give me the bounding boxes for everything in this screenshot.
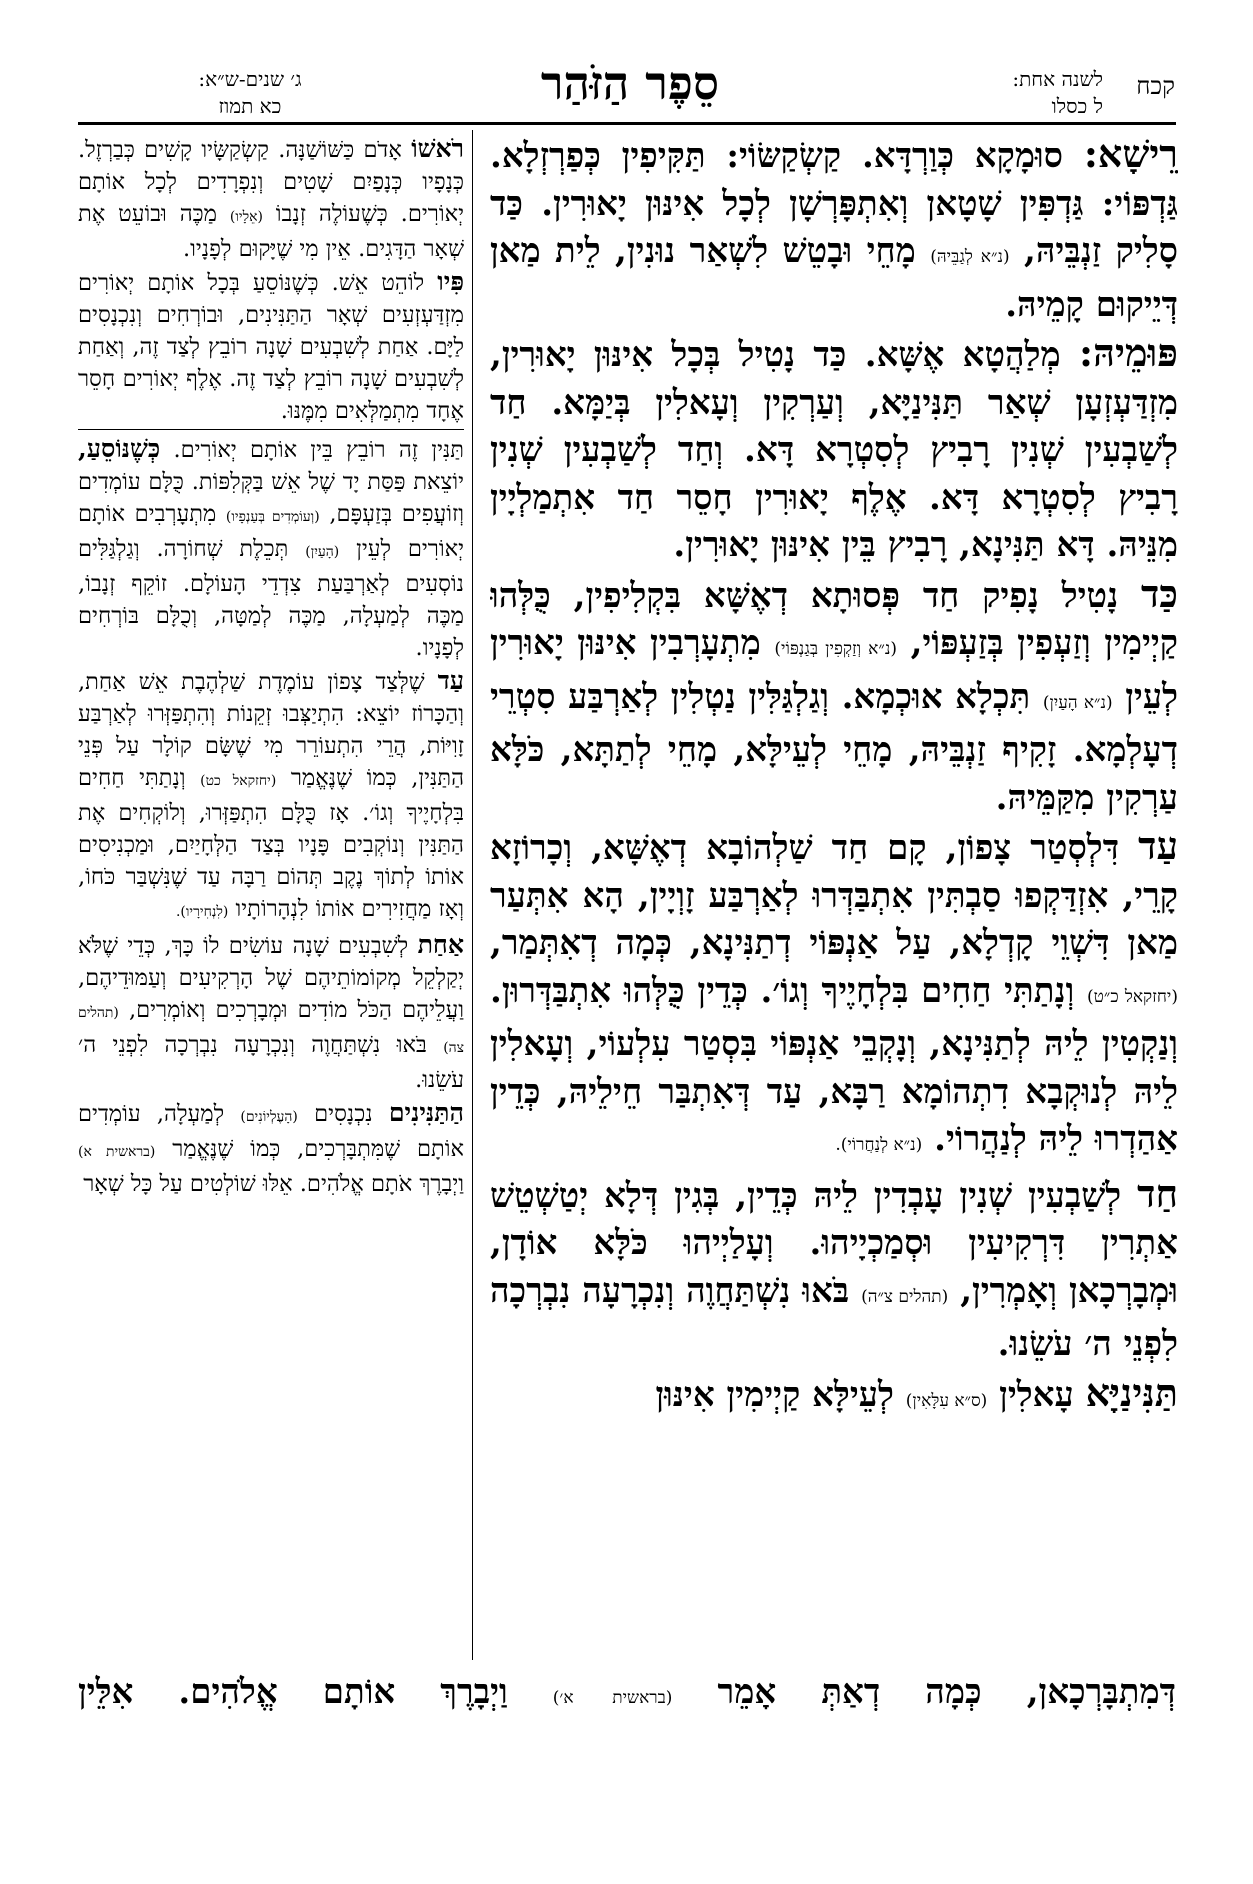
column-divider bbox=[472, 130, 473, 1660]
source-note: (בראשית א׳) bbox=[552, 1688, 673, 1708]
main-paragraph bbox=[490, 1369, 1178, 1426]
paragraph-text: תְּכֵלֶת שְׁחוֹרָה. וְגַלְגַּלִּים נוֹסְעִים לְאַרְבַּעַת צִדְדֵי הָעוֹלָם. זוֹקֵף זְנָבוֹ, מַכֶּה לְמַעְלָה, מַכֶּה לְמַטָּה, וְכֻלָּם בּוֹרְחִים לְפָנָיו. bbox=[78, 536, 464, 661]
paragraph-text: עָאלִין bbox=[999, 1374, 1074, 1415]
paragraph-text: לְמַעְלָה, עוֹמְדִים אוֹתָם שֶׁמִּתְבָּרְכִים, כְּמוֹ שֶׁנֶּאֱמַר bbox=[78, 1101, 464, 1162]
translation-paragraph bbox=[78, 132, 464, 265]
paragraph-text: מָחֵי וּבָטֵשׁ לִשְׁאַר נוּנִין, לֵית מַאן דְּיֵיקוּם קָמֵיהּ. bbox=[490, 231, 1178, 325]
paragraph-lead: עַד bbox=[437, 665, 464, 695]
source-note: (יחזקאל כט) bbox=[200, 773, 277, 789]
page-number: קכח bbox=[1136, 72, 1175, 100]
paragraph-lead: רֹאשׁוֹ bbox=[411, 133, 464, 163]
paragraph-text: לוֹהֵט אֵשׁ. כְּשֶׁנּוֹסֵעַ בְּכָל אוֹתָם יְאוֹרִים מִזְדַּעְזְעִים שְׁאָר הַתַּנִּינִים, וּבוֹרְחִים וְנִכְנָסִים לַיָּם. אַחַת לְשִׁבְעִים שָׁנָה רוֹבֵץ לְצַד זֶה, וְאַחַת לְשִׁבְעִים שָׁנָה רוֹבֵץ לְצַד זֶה. אֶלֶף יְאוֹרִים חָסֵר אֶחָד מִתְמַלְּאִים מִמֶּנּוּ. bbox=[78, 270, 464, 424]
translation-paragraph bbox=[78, 1096, 464, 1200]
main-paragraph bbox=[490, 329, 1178, 570]
paragraph-lead: תַּנִּינַיָּא bbox=[1085, 1369, 1178, 1415]
source-note: (יחזקאל כ״ט) bbox=[1086, 986, 1178, 1007]
paragraph-text: מִתְעָרְבִין אִינּוּן יָאוּרִין לְעֵין bbox=[490, 623, 1178, 717]
paragraph-lead: כְּשֶׁנּוֹסֵעַ, bbox=[78, 433, 161, 463]
variant-note: (לִנְחִירָיו). bbox=[176, 904, 229, 920]
paragraph-text: מִתְעָרְבִים אוֹתָם יְאוֹרִים לְעֵין bbox=[78, 501, 464, 562]
source-note: (בראשית א) bbox=[78, 1144, 156, 1160]
paragraph-text: מְלַהֲטָא אֶשָּׁא. כַּד נָטִיל בְּכָל אִינּוּן יָאוּרִין, מִזְדַּעְזְעָן שְׁאַר תַּנִּינַיָּא, וְעַרְקִין וְעָאלִין בְּיַמָּא. חַד לְשַׁבְעִין שְׁנִין רָבִיץ לְסִטְרָא דָּא. וְחַד לְשַׁבְעִין שְׁנִין רָבִיץ לְסִטְרָא דָּא. אֶלֶף יָאוּרִין חָסֵר חַד אִתְמַלְיָין מִנֵּיהּ. דָּא תַּנִּינָא, רָבִיץ בֵּין אִינּוּן יָאוּרִין. bbox=[490, 335, 1178, 565]
translation-paragraph bbox=[78, 664, 464, 928]
paragraph-text: לְשִׁבְעִים שָׁנָה עוֹשִׂים לוֹ כָּךְ, כְּדֵי שֶׁלֹּא יְקַלְקֵל מְקוֹמוֹתֵיהֶם שֶׁל הָרְקִיעִים וְעַמּוּדֵיהֶם, וַעֲלֵיהֶם הַכֹּל מוֹדִים וּמְבָרְכִים וְאוֹמְרִים, bbox=[78, 933, 464, 1023]
source-note: (תהלים צה) bbox=[78, 1005, 464, 1056]
paragraph-text: בֹּאוּ נִשְׁתַּחֲוֶה וְנִכְרָעָה נִבְרְכָה לִפְנֵי ה׳ עֹשֵׂנוּ. bbox=[78, 1032, 464, 1093]
header-right-line1: לשנה אחת: bbox=[1012, 67, 1103, 91]
variant-note: (נ״א לְגַבֵּיהּ) bbox=[930, 247, 1010, 267]
paragraph-text: סוּמָקָא כְּוַרְדָּא. קַשְׂקַשּׂוֹי: תַּקִּיפִין כְּפַרְזְלָא. גַּדְפּוֹי: גַּדְפִּין שָׁטָאן וְאִתְפָּרְשָׁן לְכָל אִינּוּן יָאוּרִין. כַּד סָלִיק זַנְבֵּיהּ, bbox=[490, 136, 1178, 271]
source-note: (תהלים צ״ה) bbox=[861, 1286, 949, 1307]
header-left-line1: ג׳ שנים-ש״א: bbox=[198, 67, 302, 91]
main-column bbox=[490, 130, 1178, 1660]
main-paragraph bbox=[490, 1170, 1178, 1369]
paragraph-lead: פּוּמֵיהּ: bbox=[1079, 330, 1178, 375]
paragraph-text: וְנָתַתִּי חַחִים בִּלְחָיֶיךָ וְגוֹ׳. אָז כֻּלָּם הִתְפַּזְּרוּ, וְלוֹקְחִים אֶת הַתַּנִּין וְנוֹקְבִים פָּנָיו בְּצַד הַלְּחָיַיִם, וּמַכְנִיסִים אוֹתוֹ לְתוֹךְ נֶקֶב תְּהוֹם רַבָּה עַד שֶׁנִּשְׁבַּר כֹּחוֹ, וְאָז מַחֲזִירִים אוֹתוֹ לִנְהָרוֹתָיו bbox=[78, 765, 464, 922]
footer-text: דְּמִתְבָּרְכָאן, כְּמָה דְאַתְּ אָמֵר bbox=[717, 1672, 1177, 1712]
variant-note: (נ״א וְזַקְפִין בְּגַנְפּוֹי) bbox=[774, 639, 898, 659]
variant-note: (ס״א עִלָּאִין) bbox=[905, 1390, 988, 1411]
translation-paragraph bbox=[78, 265, 464, 427]
header-right-line2: ל כסלו bbox=[1051, 94, 1103, 118]
paragraph-text: לְעֵילָּא קַיְימִין אִינּוּן bbox=[655, 1374, 894, 1415]
translation-paragraph bbox=[78, 432, 464, 664]
paragraph-text: תַּנִּין זֶה רוֹבֵץ בֵּין אוֹתָם יְאוֹרִים. bbox=[173, 437, 464, 463]
paragraph-lead: עַד bbox=[1138, 823, 1178, 868]
paragraph-text: שֶׁלְּצַד צָפוֹן עוֹמֶדֶת שַׁלְהֶבֶת אֵשׁ אַחַת, וְהַכָּרוֹז יוֹצֵא: הִתְיַצְּבוּ זְקֵנוֹת וְהִתְפַּזְּרוּ לְאַרְבַּע זָוִיּוֹת, הֲרֵי הִתְעוֹרֵר מִי שֶׁשָּׂם קוֹלָר עַל פְּנֵי הַתַּנִּין, כְּמוֹ שֶׁנֶּאֱמַר bbox=[78, 669, 464, 791]
header-left-line2: כא תמוז bbox=[218, 94, 282, 118]
paragraph-text: דִּלְסְטַר צָפוֹן, קָם חַד שַׁלְהוֹבָא דְאֶשָּׁא, וְכָרוֹזָא קָרֵי, אִזְדַּקְפוּ סַבְתִּין אִתְבַּדְּרוּ לְאַרְבַּע זָוְיָין, הָא אִתְּעַר מַאן דִּשְׁוֵי קָדְלָא, עַל אַנְפּוֹי דְתַנִּינָא, כְּמָה דְאִתְּמַר, bbox=[490, 828, 1178, 963]
main-paragraph bbox=[490, 570, 1178, 823]
paragraph-lead: חַד bbox=[1137, 1170, 1178, 1216]
variant-note: (אֵלָיו) bbox=[229, 209, 263, 225]
main-paragraph bbox=[490, 822, 1178, 1170]
paragraph-text: נִכְנָסִים bbox=[314, 1101, 373, 1127]
footer-line bbox=[78, 1668, 1176, 1722]
footer-text: וַיְבָרֶךְ אוֹתָם אֱלֹהִים. אִלֵּין bbox=[78, 1672, 508, 1712]
paragraph-text: בֹּאוּ נִשְׁתַּחֲוֶה וְנִכְרָעָה נִבְרְכָה לִפְנֵי ה׳ עֹשֵׂנוּ. bbox=[490, 1270, 1178, 1364]
paragraph-text: לְשַׁבְעִין שְׁנִין עָבְדִין לֵיהּ כְּדֵין, בְּגִין דְּלָא יְטַשְׁטֵשׁ אַתְרִין דִּרְקִיעִין וּסְמַכְיָיהוּ. וְעָלַיְיהוּ כֹּלָּא אוֹדָן, וּמְבָרְכָאן וְאָמְרִין, bbox=[490, 1175, 1178, 1311]
page-title: סֵפֶר הַזֹּהַר bbox=[540, 56, 720, 110]
paragraph-text: תִּכְלָא אוּכְמָא. וְגַלְגַּלִּין נַטְלִין לְאַרְבַּע סִטְרֵי דְעָלְמָא. זָקִיף זַנְבֵּיהּ, מָחֵי לְעֵילָּא, מָחֵי לְתַתָּא, כֹּלָּא עַרְקִין מִקַּמֵּיהּ. bbox=[490, 676, 1178, 818]
header-left-block bbox=[130, 66, 370, 120]
paragraph-lead: הַתַּנִּינִים bbox=[388, 1097, 464, 1127]
paragraph-text: וַיְבָרֶךְ אֹתָם אֱלֹהִים. אֵלּוּ שׁוֹלְטִים עַל כָּל שְׁאָר bbox=[83, 1171, 464, 1197]
variant-note: (נ״א הָעַיִן) bbox=[1042, 692, 1113, 713]
paragraph-text: יוֹצֵאת פַּסַּת יָד שֶׁל אֵשׁ בַּקְּלִפּוֹת. כֻּלָּם עוֹמְדִים וְזוֹעֲפִים בְּזַעְפָּם, bbox=[78, 469, 464, 527]
paragraph-lead: אַחַת bbox=[417, 929, 464, 959]
variant-note: (הָעֶלְיוֹנִים) bbox=[240, 1109, 298, 1125]
translation-paragraph bbox=[78, 928, 464, 1096]
translation-column bbox=[78, 132, 464, 1662]
header-right-block bbox=[903, 66, 1103, 120]
main-paragraph bbox=[490, 130, 1178, 329]
paragraph-text: וְנָתַתִּי חַחִים בִּלְחָיֶיךָ וְגוֹ׳. כְּדֵין כֻּלְּהוּ אִתְבַּדְּרוּן. וְנַקְטִין לֵיהּ לְתַנִּינָא, וְנָקְבֵי אַנְפּוֹי בִּסְטַר עִלְעוֹי, וְעָאלִין לֵיהּ לְנוּקְבָא דִתְהוֹמָא רַבָּא, עַד דְּאִתְבַּר חֵילֵיהּ, כְּדֵין אַהַדְרוּ לֵיהּ לְנַהֲרוֹי. bbox=[490, 970, 1178, 1159]
paragraph-lead: רֵישָׁא: bbox=[1083, 131, 1178, 176]
variant-note: (הָעַיִן) bbox=[305, 544, 340, 560]
paragraph-text: מַכֶּה וּבוֹעֵט אֶת שְׁאָר הַדָּגִים. אֵין מִי שֶׁיָּקוּם לְפָנָיו. bbox=[78, 201, 464, 262]
paragraph-text: אָדֹם כַּשּׁוֹשַׁנָּה. קַשְׂקַשָּׂיו קָשִׁים כְּבַרְזֶל. כְּנָפָיו כְּנָפַיִם שָׁטִים וְנִפְרָדִים לְכָל אוֹתָם יְאוֹרִים. כְּשֶׁעוֹלֶה זְנָבוֹ bbox=[78, 137, 464, 227]
paragraph-separator bbox=[78, 429, 464, 430]
header-divider bbox=[78, 122, 1176, 125]
paragraph-text: נָטִיל נָפִיק חַד פְּסוּתָא דְאֶשָּׁא בִּקְלִיפִין, כֻּלְּהוּ קַיְימִין וְזַעְפִין בְּזַעְפּוֹי, bbox=[490, 575, 1178, 663]
paragraph-lead: פִּיו bbox=[437, 266, 464, 296]
variant-note: (וְעוֹמְדִים בְּעַנְפָיו) bbox=[225, 509, 320, 525]
variant-note: (נ״א לְנַחֲרוֹי). bbox=[835, 1135, 923, 1155]
paragraph-lead: כַּד bbox=[1141, 570, 1178, 616]
